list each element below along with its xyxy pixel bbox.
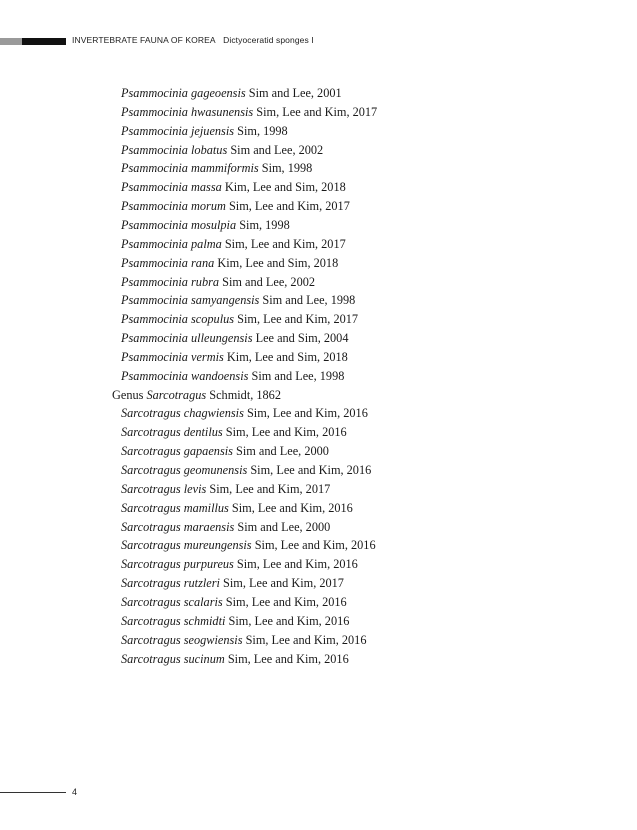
taxon-authority: Sim, Lee and Kim, 2016 xyxy=(228,613,350,628)
taxon-authority: Sim, Lee and Kim, 2017 xyxy=(228,199,350,214)
header-bar-gray xyxy=(0,38,22,45)
taxon-name: Psammocinia morum xyxy=(121,199,226,214)
taxon-name: Sarcotragus rutzleri xyxy=(121,576,220,591)
taxon-authority: Kim, Lee and Sim, 2018 xyxy=(224,180,346,195)
taxon-authority: Schmidt, 1862 xyxy=(209,387,281,402)
taxon-authority: Sim, Lee and Kim, 2016 xyxy=(236,557,358,572)
taxon-name: Psammocinia palma xyxy=(121,236,222,251)
species-entry xyxy=(121,595,347,609)
taxon-authority: Sim and Lee, 2002 xyxy=(230,142,324,157)
taxon-name: Psammocinia mammiformis xyxy=(121,161,259,176)
species-entry xyxy=(121,444,329,458)
taxon-authority: Sim, Lee and Kim, 2016 xyxy=(245,632,367,647)
species-entry xyxy=(121,312,358,326)
species-entry xyxy=(121,350,348,364)
taxon-authority: Sim and Lee, 2002 xyxy=(222,274,316,289)
taxon-name: Sarcotragus gapaensis xyxy=(121,444,233,459)
species-entry xyxy=(121,614,349,628)
taxon-authority: Sim, Lee and Kim, 2016 xyxy=(231,500,353,515)
taxon-authority: Sim, Lee and Kim, 2017 xyxy=(223,576,344,591)
taxon-name: Psammocinia hwasunensis xyxy=(121,104,254,119)
species-entry xyxy=(121,105,377,119)
taxon-authority: Sim, Lee and Kim, 2017 xyxy=(256,104,378,119)
taxon-name: Psammocinia gageoensis xyxy=(121,86,246,100)
species-entry xyxy=(121,369,344,383)
genus-prefix: Genus xyxy=(112,387,144,402)
taxon-name: Psammocinia samyangensis xyxy=(121,293,260,308)
species-entry xyxy=(121,652,349,666)
taxon-authority: Sim, Lee and Kim, 2016 xyxy=(225,594,347,609)
taxon-name: Psammocinia jejuensis xyxy=(121,123,235,138)
taxon-authority: Kim, Lee and Sim, 2018 xyxy=(217,255,339,270)
taxon-name: Psammocinia rana xyxy=(121,255,215,270)
species-entry xyxy=(121,576,344,590)
taxon-authority: Sim, Lee and Kim, 2017 xyxy=(209,481,331,496)
taxon-authority: Sim, Lee and Kim, 2017 xyxy=(224,236,346,251)
species-entry xyxy=(121,520,330,534)
taxon-name: Psammocinia ulleungensis xyxy=(121,331,253,346)
taxon-name: Sarcotragus xyxy=(146,387,207,402)
taxon-authority: Sim and Lee, 2000 xyxy=(236,444,329,459)
taxon-authority: Kim, Lee and Sim, 2018 xyxy=(226,349,348,364)
species-entry xyxy=(121,406,368,420)
taxon-authority: Sim, Lee and Kim, 2016 xyxy=(250,463,372,477)
taxon-name: Sarcotragus dentilus xyxy=(121,425,223,440)
species-entry xyxy=(121,237,346,251)
species-entry xyxy=(121,501,353,515)
taxon-name: Sarcotragus chagwiensis xyxy=(121,406,244,421)
taxon-name: Psammocinia lobatus xyxy=(121,142,228,157)
species-entry xyxy=(121,218,290,232)
species-entry xyxy=(121,161,312,175)
taxon-name: Psammocinia scopulus xyxy=(121,312,235,327)
taxon-name: Psammocinia massa xyxy=(121,180,222,195)
taxon-authority: Sim, 1998 xyxy=(237,123,288,138)
taxon-name: Sarcotragus mureungensis xyxy=(121,538,252,553)
species-entry xyxy=(121,199,350,213)
taxon-authority: Sim, 1998 xyxy=(239,217,290,232)
taxon-name: Psammocinia rubra xyxy=(121,274,220,289)
taxon-name: Sarcotragus scalaris xyxy=(121,594,223,609)
header-series: INVERTEBRATE FAUNA OF KOREA xyxy=(72,35,216,45)
header-bar-black xyxy=(22,38,66,45)
taxon-authority: Sim and Lee, 1998 xyxy=(262,293,356,308)
page-number: 4 xyxy=(72,787,78,797)
taxon-authority: Sim, Lee and Kim, 2016 xyxy=(246,406,368,421)
species-entry xyxy=(121,293,355,307)
taxon-authority: Sim and Lee, 2000 xyxy=(237,519,331,534)
species-entry xyxy=(121,143,323,157)
taxon-name: Sarcotragus schmidti xyxy=(121,613,226,628)
species-entry xyxy=(121,482,330,496)
species-entry xyxy=(121,633,366,647)
genus-heading xyxy=(112,388,281,402)
species-entry xyxy=(121,425,347,439)
taxon-authority: Sim, Lee and Kim, 2017 xyxy=(237,312,359,327)
taxon-authority: Sim and Lee, 2001 xyxy=(248,86,342,100)
taxon-authority: Sim, Lee and Kim, 2016 xyxy=(227,651,349,666)
taxon-authority: Sim, Lee and Kim, 2016 xyxy=(254,538,376,553)
taxon-authority: Sim, Lee and Kim, 2016 xyxy=(225,425,347,440)
taxon-name: Sarcotragus sucinum xyxy=(121,651,225,666)
species-entry xyxy=(121,180,346,194)
taxon-name: Sarcotragus geomunensis xyxy=(121,463,248,477)
species-entry xyxy=(121,331,348,345)
taxon-name: Psammocinia mosulpia xyxy=(121,217,237,232)
species-entry xyxy=(121,124,288,138)
taxon-authority: Sim and Lee, 1998 xyxy=(251,368,345,383)
footer-rule xyxy=(0,792,66,793)
taxon-name: Psammocinia wandoensis xyxy=(121,368,249,383)
species-entry xyxy=(121,538,376,552)
species-entry xyxy=(121,463,371,477)
species-entry xyxy=(121,86,342,100)
taxon-name: Psammocinia vermis xyxy=(121,349,224,364)
taxon-authority: Lee and Sim, 2004 xyxy=(255,331,349,346)
taxon-name: Sarcotragus purpureus xyxy=(121,557,234,572)
taxon-name: Sarcotragus seogwiensis xyxy=(121,632,243,647)
species-entry xyxy=(121,256,338,270)
species-entry xyxy=(121,557,358,571)
taxon-name: Sarcotragus levis xyxy=(121,481,207,496)
running-header xyxy=(72,35,314,45)
taxon-name: Sarcotragus maraensis xyxy=(121,519,235,534)
species-entry xyxy=(121,275,315,289)
header-volume: Dictyoceratid sponges I xyxy=(223,35,314,45)
taxon-authority: Sim, 1998 xyxy=(261,161,313,176)
taxon-name: Sarcotragus mamillus xyxy=(121,500,229,515)
